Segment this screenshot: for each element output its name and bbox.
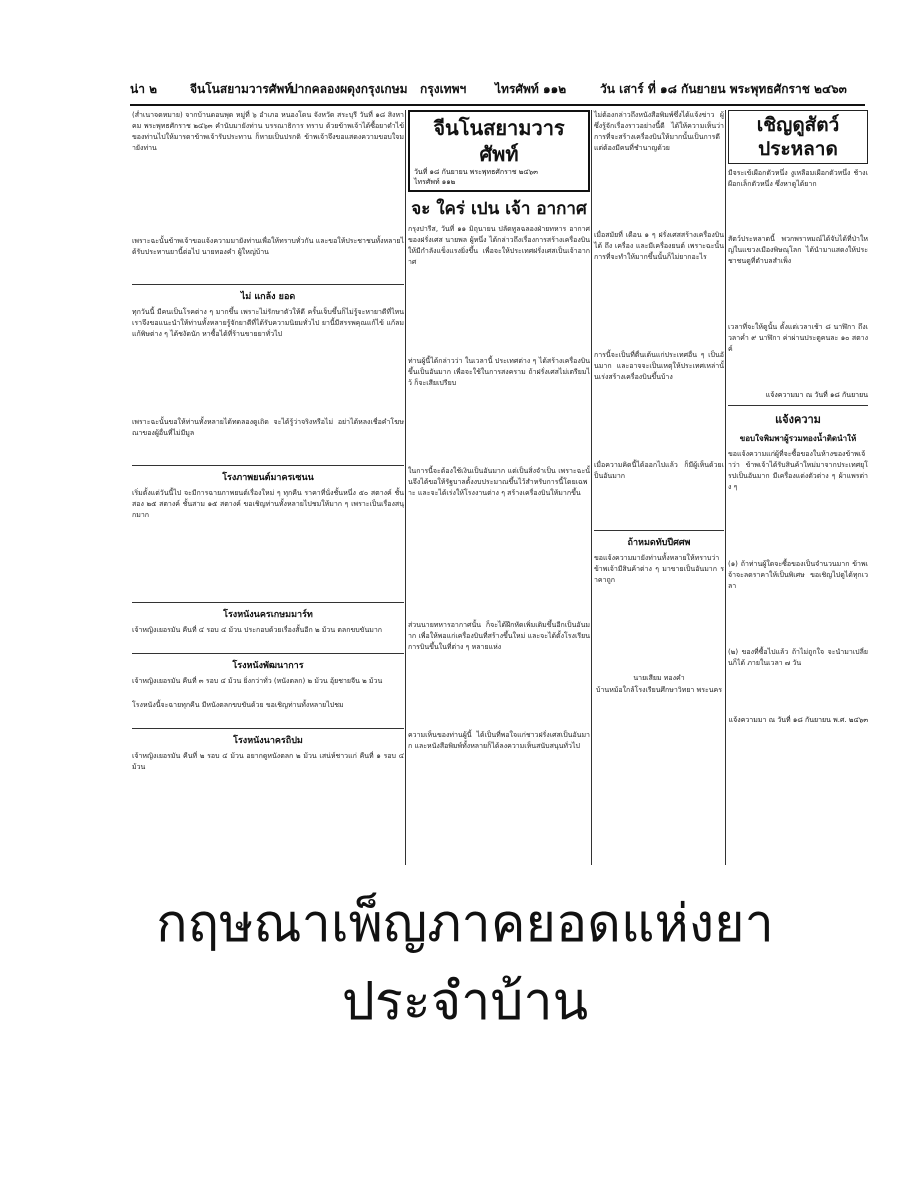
- col3-address: บ้านหม้อใกล้โรงเรียนศึกษาวิทยา พระนคร: [596, 686, 722, 694]
- page-number: น่า ๒: [130, 82, 158, 96]
- header-paper-name: จีนโนสยามวารศัพท์: [190, 82, 293, 96]
- cinema-text-3: เจ้าหญิงเยอรมัน คืนที่ ๓ รอบ ๔ ม้วน ยิ่งกว่าทั่ว (หนังตลก) ๒ ม้วน อุ้ยชายจีน ๒ ม้วน: [132, 677, 383, 685]
- air-article-5: ความเห็นของท่านผู้นี้ ได้เป็นที่พอใจแก่ชาวฝรั่งเศสเป็นอันมาก และหนังสือพิมพ์ทั้งหลายก็ได้ลงความเห็นสนับสนุนทั่วไป: [408, 731, 590, 750]
- cinema-heading-3: โรงหนังพัฒนาการ: [232, 661, 304, 671]
- cinema-heading-4: โรงหนังนาครถิปม: [233, 736, 303, 746]
- col3-text-1: ไม่ต้องกล่าวถึงหนังสือพิมพ์ซึ่งได้แจ้งข่าว ผู้ซึ่งรู้จักเรื่องราวอย่างนี้ดี ได้ให้ความเห็นว่า การที่จะสร้างเครื่องบินให้มากนั้นเป็นการดี แต่ต้องมีคนที่ชำนาญด้วย: [594, 111, 724, 152]
- animals-text-1: มีจระเข้เผือกตัวหนึ่ง งูเหลือมเผือกตัวหนึ่ง ช้างเผือกเล็กตัวหนึ่ง ซึ่งหาดูได้ยาก: [728, 169, 868, 188]
- air-article-4: ส่วนนายทหารอากาศนั้น ก็จะได้ฝึกหัดเพิ่มเติมขึ้นอีกเป็นอันมาก เพื่อให้พอแก่เครื่องบินที่สร้างขึ้นใหม่ และจะได้ตั้งโรงเรียนการบินขึ้นในที่ต่าง ๆ หลายแห่ง: [408, 621, 590, 651]
- notice-heading: แจ้งความ: [775, 413, 821, 426]
- col3-text-2: เมื่อสมัยที่ เดือน ๑ ๆ ฝรั่งเศสสร้างเครื่องบินได้ ถึง เครื่อง และมีเครื่องยนต์ เพราะฉะนั้นการที่จะทำให้มากขึ้นนั้นก็ไม่ยากอะไร: [594, 231, 724, 261]
- page-header: [130, 80, 870, 102]
- cinema-text-4: เจ้าหญิงเยอรมัน คืนที่ ๒ รอบ ๔ ม้วน อยากดูหนังตลก ๒ ม้วน เสน่ห์ชาวแก่ คืนที่ ๑ รอบ ๔ ม้วน: [132, 752, 404, 771]
- column-2: [408, 110, 590, 796]
- cinema-text-3b: โรงหนังนี้จะฉายทุกคืน มีหนังตลกขบขันด้วย ขอเชิญท่านทั้งหลายไปชม: [132, 701, 344, 709]
- column-divider-1: [405, 110, 406, 865]
- header-city: กรุงเทพฯ: [420, 82, 467, 96]
- masthead: [408, 110, 590, 192]
- animals-date: แจ้งความมา ณ วันที่ ๑๘ กันยายน: [765, 391, 868, 399]
- notice-text-1: ขอแจ้งความแก่ผู้ที่จะซื้อของในห้างของข้าพเจ้าว่า ข้าพเจ้าได้รับสินค้าใหม่มาจากประเทศยุโรปเป็นอันมาก มีเครื่องแต่งตัวต่าง ๆ ผ้าแพรต่าง ๆ: [728, 450, 868, 491]
- air-article-1: กรุงปารีส, วันที่ ๑๑ มิถุนายน ปลัดทูลฉลองฝ่ายทหาร อากาศของฝรั่งเศส นายพล ผู้หนึ่ง ได้กล่าวถึงเรื่องการสร้างเครื่องบินให้มีกำลังแข็งแรงยิ่งขึ้น เพื่อจะให้ประเทศฝรั่งเศสเป็นเจ้าอากาศ: [408, 225, 590, 266]
- cinema-text-1: เริ่มตั้งแต่วันนี้ไป จะมีการฉายภาพยนต์เรื่องใหม่ ๆ ทุกคืน ราคาที่นั่งชั้นหนึ่ง ๕๐ สตางค์ ชั้นสอง ๒๕ สตางค์ ชั้นสาม ๑๕ สตางค์ ขอเชิญท่านทั้งหลายไปชมให้มาก ๆ เพราะเป็นเรื่องสนุกมาก: [132, 489, 404, 519]
- animals-text-3: เวลาที่จะให้ดูนั้น ตั้งแต่เวลาเช้า ๘ นาฬิกา ถึงเวลาค่ำ ๙ นาฬิกา ค่าผ่านประตูคนละ ๑๐ สตางค์: [728, 323, 868, 353]
- letter-text-2: เพราะฉะนั้นข้าพเจ้าขอแจ้งความมายังท่านเพื่อให้ทราบทั่วกัน และขอให้ประชาชนทั้งหลายได้รับประทานยานี้ต่อไป นายทองคำ ผู้ใหญ่บ้าน: [132, 237, 404, 256]
- col3-signature: นายเสียม ทองคำ: [633, 674, 685, 682]
- letter-text: (ส่ำเนาจดหมาย) จากบ้านดอนพุด หมู่ที่ ๖ อำเภอ หนองโดน จังหวัด สระบุรี วันที่ ๑๘ สิงหาคม พระพุทธศักราช ๒๔๖๓ คำนับมายังท่าน บรรณาธิการ ทราบ ด้วยข้าพเจ้าได้ซื้อยาดำไข้ของท่านไปให้มารดาข้าพเจ้ารับประทาน ก็หายเป็นปรกติ ข้าพเจ้าจึงขอแสดงความขอบใจมายังท่าน: [132, 111, 404, 152]
- notice-text-2: (๑) ถ้าท่านผู้ใดจะซื้อของเป็นจำนวนมาก ข้าพเจ้าจะลดราคาให้เป็นพิเศษ ขอเชิญไปดูได้ทุกเวลา: [728, 560, 868, 590]
- headline-air: จะ ใคร่ เปน เจ้า อากาศ: [411, 199, 587, 219]
- masthead-date: วันที่ ๑๘ กันยายน พระพุทธศักราช ๒๔๖๓: [414, 168, 538, 176]
- notice-text-3: (๒) ของที่ซื้อไปแล้ว ถ้าไม่ถูกใจ จะนำมาเปลี่ยนก็ได้ ภายในเวลา ๗ วัน: [728, 648, 868, 667]
- cinema-heading-1: โรงภาพยนต์มาครเซนน: [222, 473, 314, 483]
- column-4: [728, 110, 868, 726]
- cinema-text-2: เจ้าหญิงเยอรมัน คืนที่ ๔ รอบ ๔ ม้วน ประกอบด้วยเรื่องสั้นอีก ๒ ม้วน ตลกขบขันมาก: [132, 626, 383, 634]
- article-text: ทุกวันนี้ มีคนเป็นโรคต่าง ๆ มากขึ้น เพราะไม่รักษาตัวให้ดี ครั้นเจ็บขึ้นก็ไม่รู้จะหายาดีที่ไหน เราจึงขอแนะนำให้ท่านทั้งหลายรู้จักยาดีที่ได้รับความนิยมทั่วไป ยานี้มีสรรพคุณแก้ไข้ แก้ลม แก้พิษต่าง ๆ ได้ชงัดนัก หาซื้อได้ที่ร้านขายยาทั่วไป: [132, 308, 404, 338]
- air-article-3: ในการนี้จะต้องใช้เงินเป็นอันมาก แต่เป็นสิ่งจำเป็น เพราะฉะนั้นจึงได้ขอให้รัฐบาลตั้งงบประมาณขึ้นไว้สำหรับการนี้โดยเฉพาะ และจะได้เร่งให้โรงงานต่าง ๆ สร้างเครื่องบินให้มากขึ้น: [408, 467, 590, 497]
- header-date: วัน เสาร์ ที่ ๑๘ กันยายน พระพุทธศักราช ๒๔๖๓: [600, 82, 847, 96]
- header-phone: ไทรศัพท์ ๑๑๒: [495, 82, 567, 96]
- notice-subheading: ขอบใจพิมพาผู้รวมทองน้ำติดนำให้: [739, 434, 857, 443]
- animals-text-2: สัตว์ประหลาดนี้ พวกพราหมณ์ได้จับได้ที่ป่าใหญ่ในแขวงเมืองพิษณุโลก ได้นำมาแสดงให้ประชาชนดูที่ตำบลสำเพ็ง: [728, 235, 868, 265]
- headline-animals: เชิญดูสัตว์ประหลาด: [728, 110, 868, 164]
- col3-heading: ถ้าหมดทับปีศศพ: [627, 538, 691, 548]
- col3-text-5: ขอแจ้งความมายังท่านทั้งหลายให้ทราบว่า ข้าพเจ้ามีสินค้าต่าง ๆ มาขายเป็นอันมาก ราคาถูก: [594, 554, 724, 584]
- column-3: [594, 110, 724, 709]
- column-divider-2: [591, 110, 592, 865]
- column-divider-3: [725, 110, 726, 865]
- air-article-2: ท่านผู้นี้ได้กล่าวว่า ในเวลานี้ ประเทศต่าง ๆ ได้สร้างเครื่องบินขึ้นเป็นอันมาก เพื่อจะใช้ในการสงคราม ถ้าฝรั่งเศสไม่เตรียมไว้ ก็จะเสียเปรียบ: [408, 357, 590, 387]
- col3-text-3: การนี้จะเป็นที่ตื่นเต้นแก่ประเทศอื่น ๆ เป็นอันมาก และอาจจะเป็นเหตุให้ประเทศเหล่านั้นเร่งสร้างเครื่องบินขึ้นบ้าง: [594, 351, 724, 381]
- masthead-title: จีนโนสยามวารศัพท์: [433, 116, 565, 166]
- header-district: ปากคลองผดุงกรุงเกษม: [290, 82, 408, 96]
- col3-text-4: เมื่อความคิดนี้ได้ออกไปแล้ว ก็มีผู้เห็นด้วยเป็นอันมาก: [594, 461, 724, 480]
- notice-date: แจ้งความมา ณ วันที่ ๑๘ กันยายน พ.ศ. ๒๔๖๓: [728, 716, 868, 724]
- advert-banner: กฤษณาเพ็ญภาคยอดแห่งยาประจำบ้าน: [156, 894, 774, 1032]
- masthead-phone: ไทรศัพท์ ๑๑๒: [414, 178, 456, 186]
- section-heading: ไม่ แกล้ง ยอด: [240, 292, 296, 302]
- cinema-heading-2: โรงหนังนครเกษมมาร์ท: [223, 610, 313, 620]
- article-text-2: เพราะฉะนั้นขอให้ท่านทั้งหลายได้ทดลองดูเถิด จะได้รู้ว่าจริงหรือไม่ อย่าได้หลงเชื่อคำโฆษณาของผู้อื่นที่ไม่มีมูล: [132, 418, 404, 437]
- column-1: [132, 110, 404, 775]
- header-rule: [130, 104, 865, 106]
